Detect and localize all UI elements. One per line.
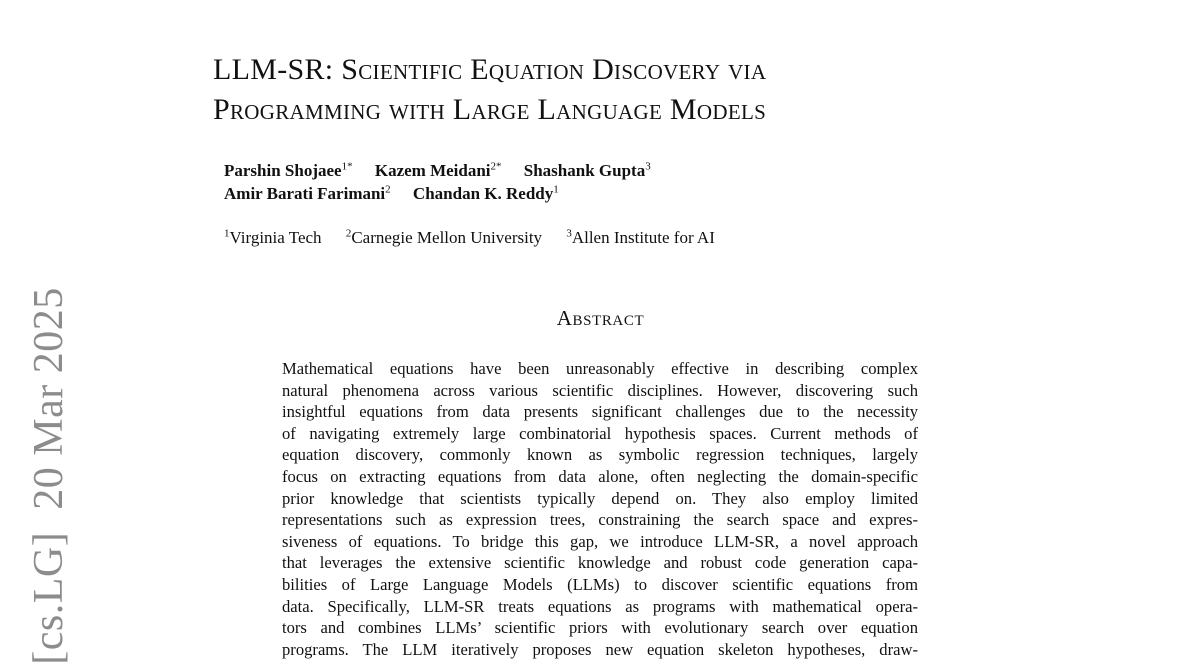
author-affiliation-mark: 2* <box>490 160 502 173</box>
author <box>375 159 502 182</box>
abstract-line: bilities of Large Language Models (LLMs) to discover scientific equations from <box>282 574 918 594</box>
abstract-line: tors and combines LLMs’ scientific priors with evolutionary search over equation <box>282 618 918 638</box>
affiliation-name: Virginia Tech <box>229 228 322 247</box>
author <box>224 159 353 182</box>
author-name: Chandan K. Reddy <box>412 184 554 203</box>
abstract-line: data. Specifically, LLM-SR treats equations as programs with mathematical opera- <box>282 596 918 616</box>
title-line-2: Programming with Large Language Models <box>213 93 767 126</box>
author-affiliation-mark: 1* <box>341 160 353 173</box>
author-name: Kazem Meidani <box>374 161 491 180</box>
abstract-line: programs. The LLM iteratively proposes new equation skeleton hypotheses, draw- <box>282 639 918 659</box>
abstract-body <box>282 358 918 660</box>
affiliation-name: Allen Institute for AI <box>571 228 715 247</box>
abstract-line: representations such as expression trees, constraining the search space and expres- <box>282 510 918 530</box>
author-name: Parshin Shojaee <box>224 161 342 180</box>
arxiv-date: 20 Mar 2025 <box>26 287 72 510</box>
affiliation-name: Carnegie Mellon University <box>351 228 543 247</box>
title-line-1: LLM-SR: Scientific Equation Discovery via <box>213 53 767 86</box>
abstract-line: prior knowledge that scientists typically depend on. They also employ limited <box>282 488 918 508</box>
paper-title <box>213 50 1013 130</box>
author <box>224 182 391 205</box>
abstract-heading: Abstract <box>556 306 645 330</box>
arxiv-stamp <box>25 287 73 664</box>
affiliation <box>224 227 322 249</box>
abstract-line: equation discovery, commonly known as symbolic regression techniques, largely <box>282 445 918 465</box>
affiliation <box>566 227 715 249</box>
author-affiliation-mark: 3 <box>645 160 651 173</box>
abstract-line: focus on extracting equations from data alone, often neglecting the domain-specific <box>282 466 918 486</box>
author-affiliation-mark: 2 <box>385 183 391 196</box>
abstract-line: siveness of equations. To bridge this gap, we introduce LLM-SR, a novel approach <box>282 531 918 551</box>
arxiv-category: [cs.LG] <box>26 531 72 665</box>
affiliation <box>346 227 542 249</box>
affiliation-mark: 1 <box>224 227 230 240</box>
abstract-line: Mathematical equations have been unreasonably effective in describing complex <box>282 359 918 378</box>
abstract-line: insightful equations from data presents significant challenges due to the necessity <box>282 402 918 422</box>
author <box>524 159 651 182</box>
author-row-1 <box>224 159 669 182</box>
author-name: Shashank Gupta <box>523 161 646 180</box>
author-row-2 <box>224 182 669 205</box>
affiliation-list <box>224 227 735 249</box>
affiliation-mark: 2 <box>345 227 352 240</box>
author-affiliation-mark: 1 <box>553 183 559 196</box>
abstract-line: of navigating extremely large combinatorial hypothesis spaces. Current methods of <box>282 423 918 443</box>
abstract-line: that leverages the extensive scientific knowledge and robust code generation capa- <box>282 553 918 573</box>
author-name: Amir Barati Farimani <box>224 184 386 203</box>
abstract-line: natural phenomena across various scientific disciplines. However, discovering such <box>282 380 918 400</box>
author-list <box>224 159 669 205</box>
affiliation-mark: 3 <box>566 227 572 240</box>
author <box>413 182 559 205</box>
